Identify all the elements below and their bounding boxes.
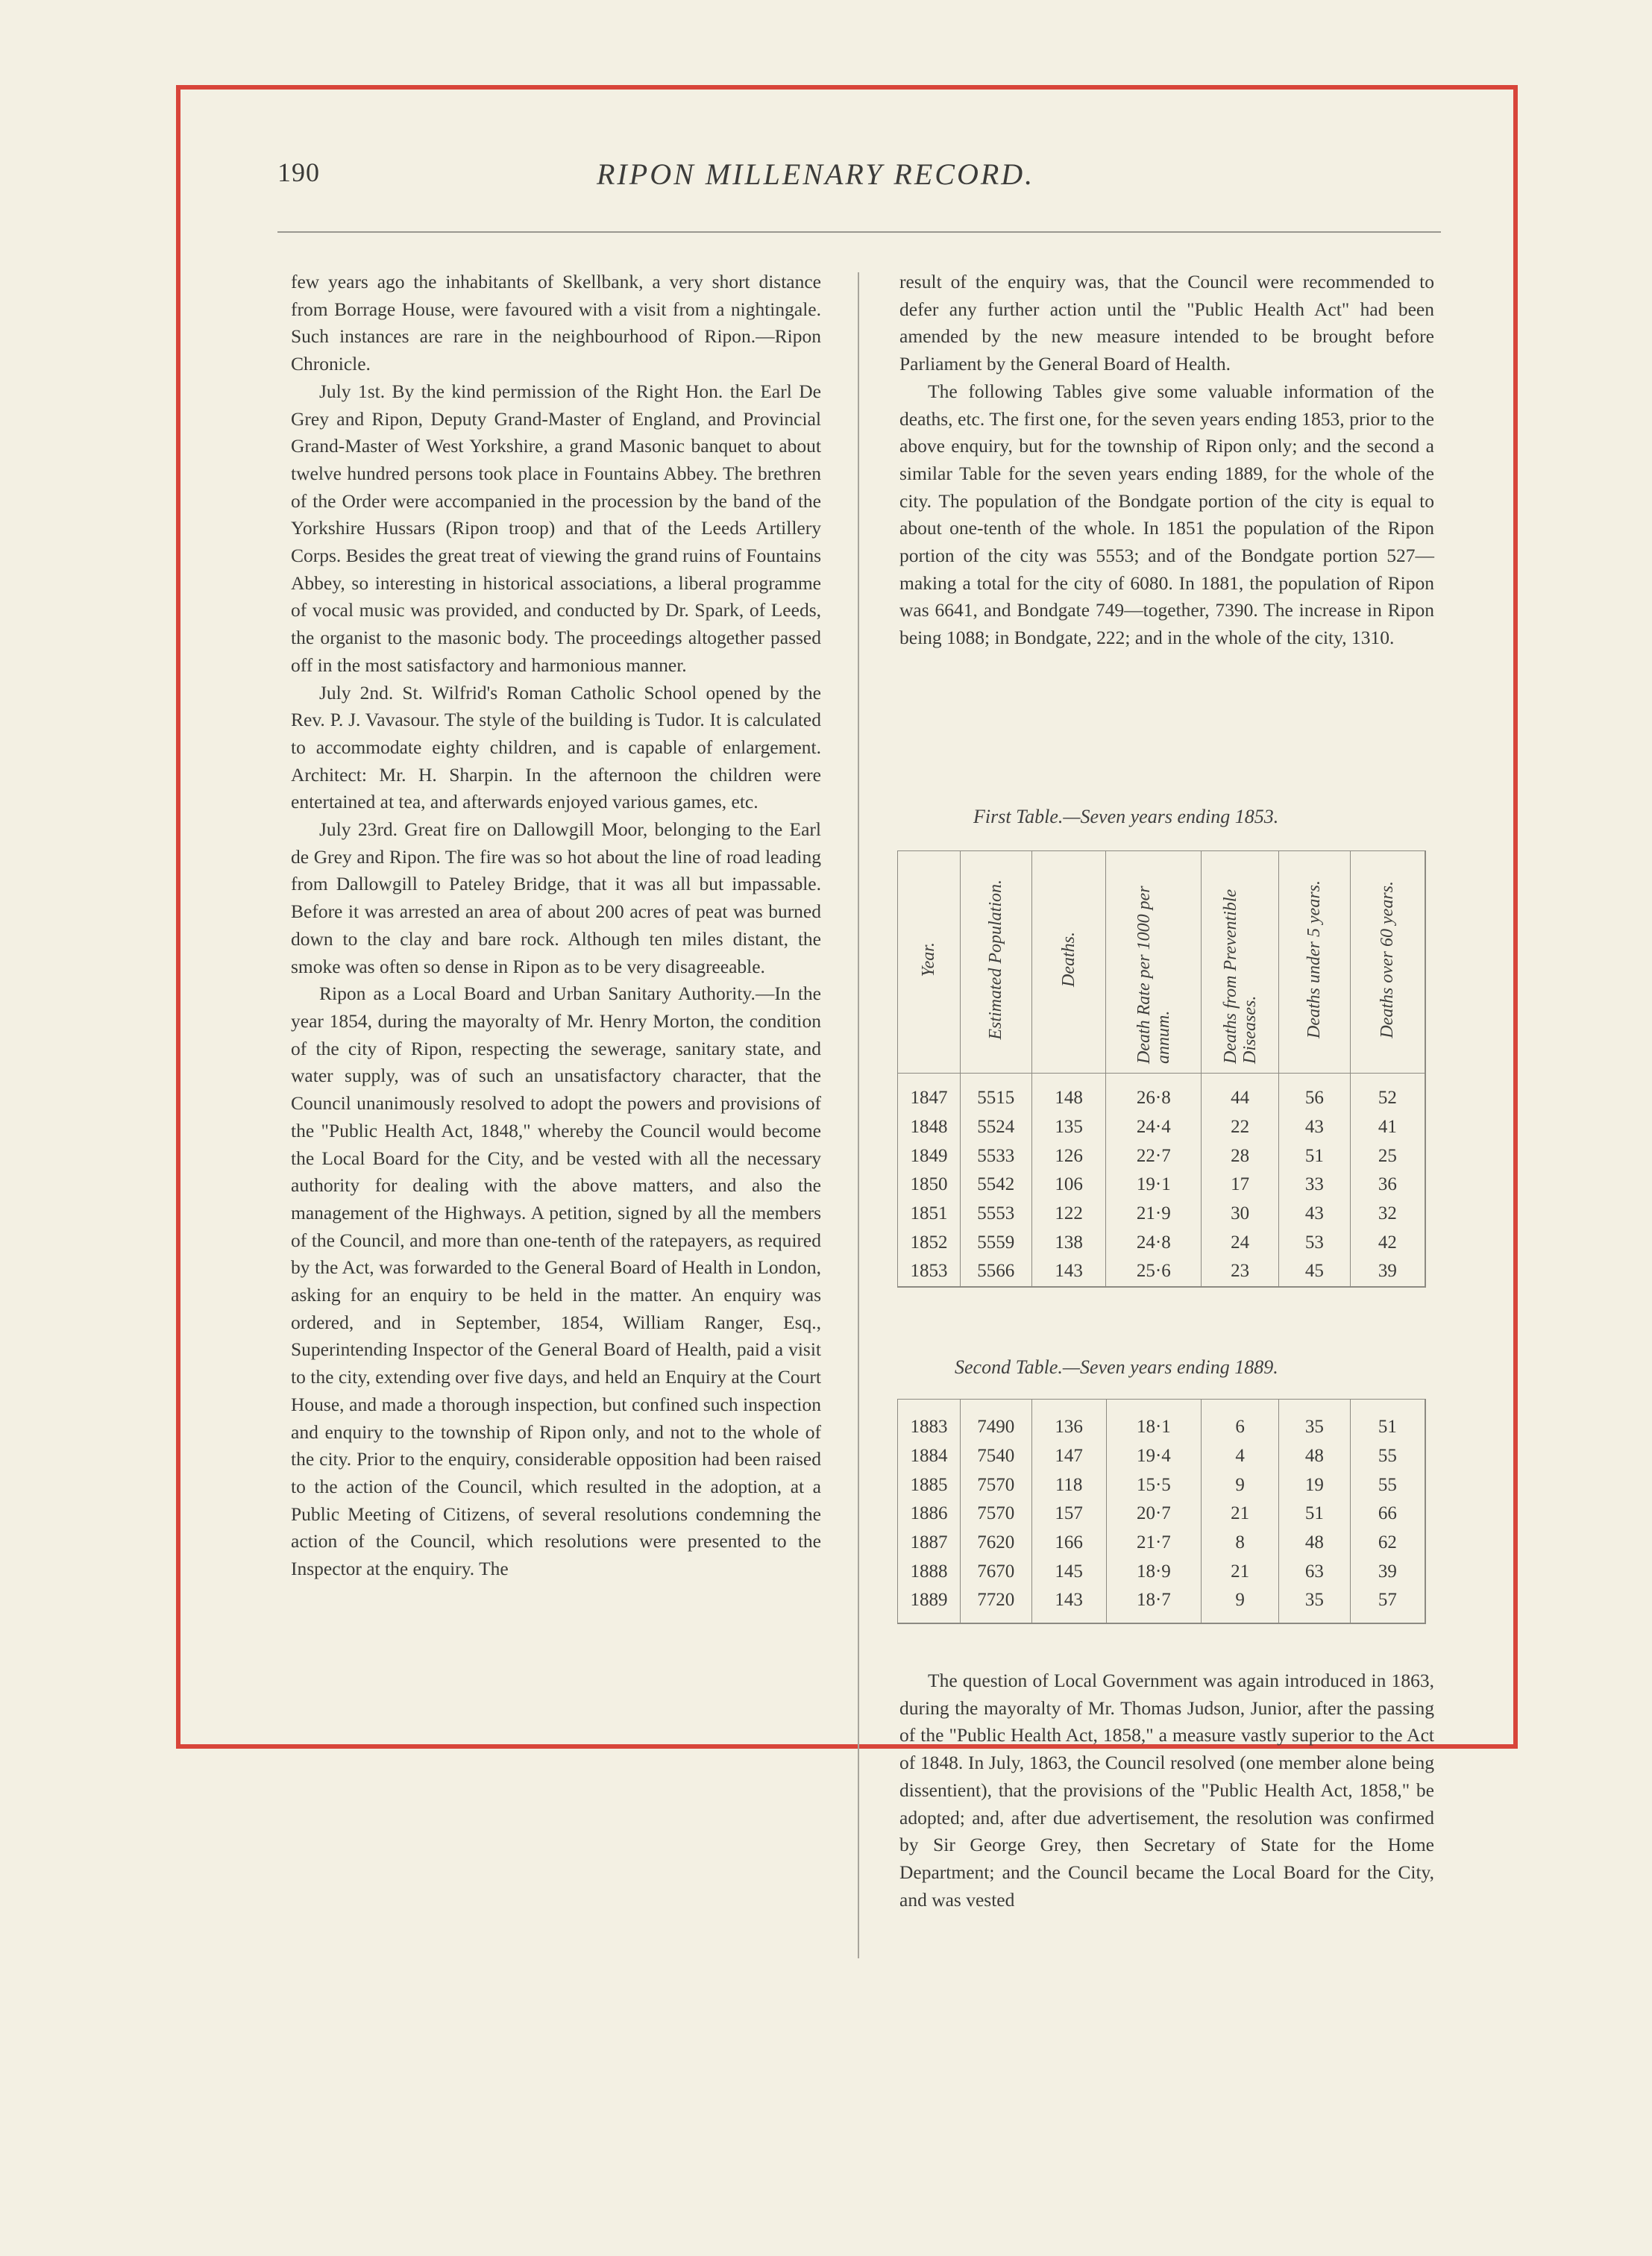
table-cell: 39 [1350, 1257, 1425, 1287]
column-header: Deaths under 5 years. [1279, 851, 1351, 1074]
table-cell: 1884 [898, 1442, 961, 1471]
table-cell: 8 [1202, 1529, 1279, 1558]
table-cell: 30 [1202, 1200, 1279, 1229]
running-head: RIPON MILLENARY RECORD. [597, 157, 1035, 191]
table-cell: 106 [1031, 1171, 1106, 1200]
table-cell: 35 [1278, 1586, 1350, 1623]
table-cell: 1851 [898, 1200, 961, 1229]
table-cell: 143 [1031, 1586, 1106, 1623]
table-cell: 6 [1202, 1400, 1279, 1442]
table-cell: 62 [1350, 1529, 1425, 1558]
column-header: Year. [898, 851, 961, 1074]
table-row [898, 1228, 1426, 1257]
table-header-row [898, 851, 1426, 1074]
header-rule [277, 231, 1441, 233]
table-cell: 7570 [960, 1500, 1031, 1529]
paragraph: few years ago the inhabitants of Skellbank, a very short distance from Borrage House, were favoured with a visit from a nightingale. Such instances are rare in the neighbourhood of Ripon.—Ripon Chronicle. [291, 271, 821, 375]
table-cell: 43 [1279, 1113, 1351, 1142]
table-cell: 9 [1202, 1586, 1279, 1623]
table-cell: 19 [1278, 1470, 1350, 1500]
table-cell: 18·9 [1106, 1557, 1202, 1586]
table-cell: 21·9 [1106, 1200, 1202, 1229]
table-cell: 1852 [898, 1228, 961, 1257]
table-cell: 5515 [960, 1074, 1031, 1113]
column-divider [858, 272, 859, 1958]
table-cell: 1887 [898, 1529, 961, 1558]
table-cell: 135 [1031, 1113, 1106, 1142]
table-cell: 143 [1031, 1257, 1106, 1287]
table-1-caption: First Table.—Seven years ending 1853. [973, 806, 1279, 827]
table-cell: 7570 [960, 1470, 1031, 1500]
column-header: Deaths. [1031, 851, 1106, 1074]
table-cell: 56 [1279, 1074, 1351, 1113]
table-cell: 35 [1278, 1400, 1350, 1442]
table-cell: 157 [1031, 1500, 1106, 1529]
table-row [898, 1557, 1426, 1586]
table-cell: 145 [1031, 1557, 1106, 1586]
table-cell: 1847 [898, 1074, 961, 1113]
table-cell: 1883 [898, 1400, 961, 1442]
paragraph: Ripon as a Local Board and Urban Sanitary Authority.—In the year 1854, during the mayoralty of Mr. Henry Morton, the condition of the city of Ripon, respecting the sewerage, sanitary state, and water supply, was of such an unsatisfactory character, that the Council unanimously resolved to adopt the powers and provisions of the "Public Health Act, 1848," whereby the Council would become the Local Board for the City, and be vested with all the necessary authority for dealing with the above matters, and also the management of the Highways. A petition, signed by all the members of the Council, and more than one-tenth of the ratepayers, as required by the Act, was forwarded to the General Board of Health in London, asking for an enquiry to be held in the matter. An enquiry was ordered, and in September, 1854, William Ranger, Esq., Superintending Inspector of the General Board of Health, paid a visit to the city, extending over five days, and held an Enquiry at the Court House, and made a thorough inspection, but confined such inspection and enquiry to the township of Ripon only, and not to the whole of the city. Prior to the enquiry, considerable opposition had been raised to the action of the Council, which resulted in the adoption, at a Public Meeting of Citizens, of several resolutions condemning the action of the Council, which resolutions were presented to the Inspector at the enquiry. The [291, 983, 821, 1580]
table-cell: 20·7 [1106, 1500, 1202, 1529]
table-cell: 63 [1278, 1557, 1350, 1586]
table-cell: 1885 [898, 1470, 961, 1500]
table-cell: 15·5 [1106, 1470, 1202, 1500]
table-cell: 42 [1350, 1228, 1425, 1257]
table-cell: 48 [1278, 1529, 1350, 1558]
table-cell: 33 [1279, 1171, 1351, 1200]
table-cell: 7670 [960, 1557, 1031, 1586]
table-cell: 53 [1279, 1228, 1351, 1257]
table-cell: 17 [1202, 1171, 1279, 1200]
column-header: Death Rate per 1000 per annum. [1106, 851, 1202, 1074]
table-cell: 1848 [898, 1113, 961, 1142]
table-cell: 5524 [960, 1113, 1031, 1142]
table-cell: 28 [1202, 1141, 1279, 1171]
table-row [898, 1586, 1426, 1623]
column-header: Deaths from Preventible Diseases. [1202, 851, 1279, 1074]
table-cell: 25 [1350, 1141, 1425, 1171]
right-column-bottom [899, 1667, 1434, 1914]
table-cell: 148 [1031, 1074, 1106, 1113]
table-cell: 1849 [898, 1141, 961, 1171]
table-cell: 21 [1202, 1500, 1279, 1529]
table-cell: 122 [1031, 1200, 1106, 1229]
table-cell: 1886 [898, 1500, 961, 1529]
right-column-top [899, 269, 1434, 652]
table-cell: 44 [1202, 1074, 1279, 1113]
table-cell: 43 [1279, 1200, 1351, 1229]
table-cell: 23 [1202, 1257, 1279, 1287]
table-cell: 1850 [898, 1171, 961, 1200]
table-cell: 166 [1031, 1529, 1106, 1558]
table-cell: 7720 [960, 1586, 1031, 1623]
paragraph: The following Tables give some valuable information of the deaths, etc. The first one, for the seven years ending 1853, prior to the above enquiry, but for the township of Ripon only; and the second a similar Table for the seven years ending 1889, for the whole of the city. The population of the Bondgate portion of the city is equal to about one-tenth of the whole. In 1851 the population of the Ripon portion of the city was 5553; and of the Bondgate portion 527—making a total for the city of 6080. In 1881, the population of Ripon was 6641, and Bondgate 749—together, 7390. The increase in Ripon being 1088; in Bondgate, 222; and in the whole of the city, 1310. [899, 380, 1434, 649]
paragraph: July 23rd. Great fire on Dallowgill Moor, belonging to the Earl de Grey and Ripon. The fire was so hot about the line of road leading from Dallowgill to Pateley Bridge, that it was all but impassable. Before it was arrested an area of about 200 acres of peat was burned down to the clay and bare rock. Although ten miles distant, the smoke was often so dense in Ripon as to be very disagreeable. [291, 818, 821, 977]
paragraph: result of the enquiry was, that the Council were recommended to defer any further action until the "Public Health Act" had been amended by the new measure intended to be brought before Parliament by the General Board of Health. [899, 271, 1434, 375]
table-cell: 52 [1350, 1074, 1425, 1113]
table-cell: 18·7 [1106, 1586, 1202, 1623]
table-cell: 5533 [960, 1141, 1031, 1171]
first-table [897, 850, 1426, 1288]
table-cell: 1853 [898, 1257, 961, 1287]
table-cell: 5559 [960, 1228, 1031, 1257]
table-row [898, 1500, 1426, 1529]
table-row [898, 1442, 1426, 1471]
table-cell: 4 [1202, 1442, 1279, 1471]
table-cell: 138 [1031, 1228, 1106, 1257]
table-cell: 57 [1350, 1586, 1425, 1623]
table-cell: 21 [1202, 1557, 1279, 1586]
paragraph: July 1st. By the kind permission of the Right Hon. the Earl De Grey and Ripon, Deputy Grand-Master of England, and Provincial Grand-Master of West Yorkshire, a grand Masonic banquet to about twelve hundred persons took place in Fountains Abbey. The brethren of the Order were accompanied in the procession by the band of the Yorkshire Hussars (Ripon troop) and that of the Leeds Artillery Corps. Besides the great treat of viewing the grand ruins of Fountains Abbey, so interesting in historical associations, a liberal programme of vocal music was provided, and conducted by Dr. Spark, of Leeds, the organist to the masonic body. The proceedings altogether passed off in the most satisfactory and harmonious manner. [291, 380, 821, 676]
table-cell: 51 [1350, 1400, 1425, 1442]
page-number: 190 [277, 157, 320, 187]
table-cell: 39 [1350, 1557, 1425, 1586]
table-cell: 126 [1031, 1141, 1106, 1171]
table-cell: 32 [1350, 1200, 1425, 1229]
column-header: Deaths over 60 years. [1350, 851, 1425, 1074]
table-cell: 55 [1350, 1442, 1425, 1471]
table-cell: 19·4 [1106, 1442, 1202, 1471]
table-cell: 5553 [960, 1200, 1031, 1229]
table-cell: 24·4 [1106, 1113, 1202, 1142]
table-cell: 25·6 [1106, 1257, 1202, 1287]
table-cell: 55 [1350, 1470, 1425, 1500]
second-table [897, 1399, 1426, 1624]
table-cell: 18·1 [1106, 1400, 1202, 1442]
column-header: Estimated Population. [960, 851, 1031, 1074]
table-cell: 51 [1279, 1141, 1351, 1171]
table-cell: 36 [1350, 1171, 1425, 1200]
table-row [898, 1074, 1426, 1113]
left-column [291, 269, 821, 1583]
table-cell: 147 [1031, 1442, 1106, 1471]
table-cell: 66 [1350, 1500, 1425, 1529]
table-cell: 24 [1202, 1228, 1279, 1257]
table-cell: 7620 [960, 1529, 1031, 1558]
table-cell: 7540 [960, 1442, 1031, 1471]
table-cell: 26·8 [1106, 1074, 1202, 1113]
paragraph: July 2nd. St. Wilfrid's Roman Catholic School opened by the Rev. P. J. Vavasour. The style of the building is Tudor. It is calculated to accommodate eighty children, and is capable of enlargement. Architect: Mr. H. Sharpin. In the afternoon the children were entertained at tea, and afterwards enjoyed various games, etc. [291, 681, 821, 813]
table-cell: 5566 [960, 1257, 1031, 1287]
table-cell: 41 [1350, 1113, 1425, 1142]
table-cell: 118 [1031, 1470, 1106, 1500]
table-cell: 48 [1278, 1442, 1350, 1471]
table-cell: 45 [1279, 1257, 1351, 1287]
table-cell: 9 [1202, 1470, 1279, 1500]
table-row [898, 1141, 1426, 1171]
table-cell: 51 [1278, 1500, 1350, 1529]
table-row [898, 1257, 1426, 1287]
table-row [898, 1470, 1426, 1500]
table-cell: 24·8 [1106, 1228, 1202, 1257]
table-row [898, 1171, 1426, 1200]
table-cell: 21·7 [1106, 1529, 1202, 1558]
table-cell: 22·7 [1106, 1141, 1202, 1171]
table-cell: 7490 [960, 1400, 1031, 1442]
table-cell: 5542 [960, 1171, 1031, 1200]
table-row [898, 1200, 1426, 1229]
table-row [898, 1400, 1426, 1442]
table-cell: 19·1 [1106, 1171, 1202, 1200]
table-cell: 1889 [898, 1586, 961, 1623]
table-cell: 1888 [898, 1557, 961, 1586]
table-cell: 22 [1202, 1113, 1279, 1142]
table-row [898, 1113, 1426, 1142]
table-row [898, 1529, 1426, 1558]
table-cell: 136 [1031, 1400, 1106, 1442]
table-2-caption: Second Table.—Seven years ending 1889. [955, 1356, 1278, 1378]
paragraph: The question of Local Government was again introduced in 1863, during the mayoralty of Mr. Thomas Judson, Junior, after the passing of the "Public Health Act, 1858," a measure vastly superior to the Act of 1848. In July, 1863, the Council resolved (one member alone being dissentient), that the provisions of the "Public Health Act, 1858," be adopted; and, after due advertisement, the resolution was confirmed by Sir George Grey, then Secretary of State for the Home Department; and the Council became the Local Board for the City, and was vested [899, 1670, 1434, 1911]
